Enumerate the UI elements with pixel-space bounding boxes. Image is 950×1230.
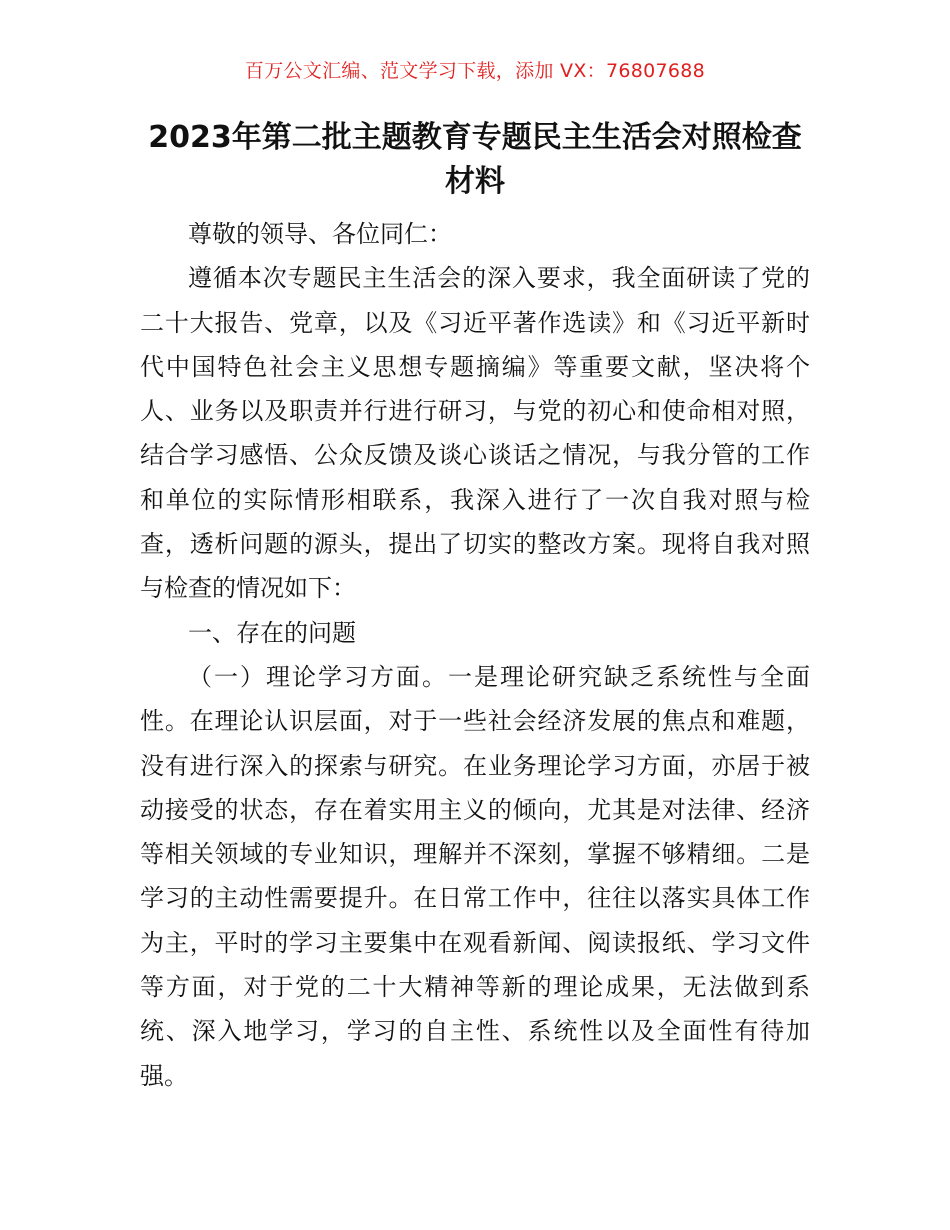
salutation: 尊敬的领导、各位同仁： xyxy=(188,220,452,248)
document-title: 2023年第二批主题教育专题民主生活会对照检查材料 xyxy=(148,120,802,199)
theory-study-paragraph: （一）理论学习方面。一是理论研究缺乏系统性与全面性。在理论认识层面，对于一些社会经济发展的焦点和难题，没有进行深入的探索与研究。在业务理论学习方面，亦居于被动接受的状态，存在着实用主义的倾向，尤其是对法律、经济等相关领域的专业知识，理解并不深刻，掌握不够精细。二是学习的主动性需要提升。在日常工作中，往往以落实具体工作为主，平时的学习主要集中在观看新闻、阅读报纸、学习文件等方面，对于党的二十大精神等新的理论成果，无法做到系统、深入地学习，学习的自主性、系统性以及全面性有待加强。 xyxy=(140,662,810,1090)
document-body xyxy=(140,212,810,1098)
section-heading: 一、存在的问题 xyxy=(188,618,356,647)
header-watermark: 百万公文汇编、范文学习下载，添加 VX：76807688 xyxy=(244,60,706,82)
intro-paragraph: 遵循本次专题民主生活会的深入要求，我全面研读了党的二十大报告、党章，以及《习近平著作选读》和《习近平新时代中国特色社会主义思想专题摘编》等重要文献，坚决将个人、业务以及职责并行进行研习，与党的初心和使命相对照，结合学习感悟、公众反馈及谈心谈话之情况，与我分管的工作和单位的实际情形相联系，我深入进行了一次自我对照与检查，透析问题的源头，提出了切实的整改方案。现将自我对照与检查的情况如下： xyxy=(140,264,810,603)
